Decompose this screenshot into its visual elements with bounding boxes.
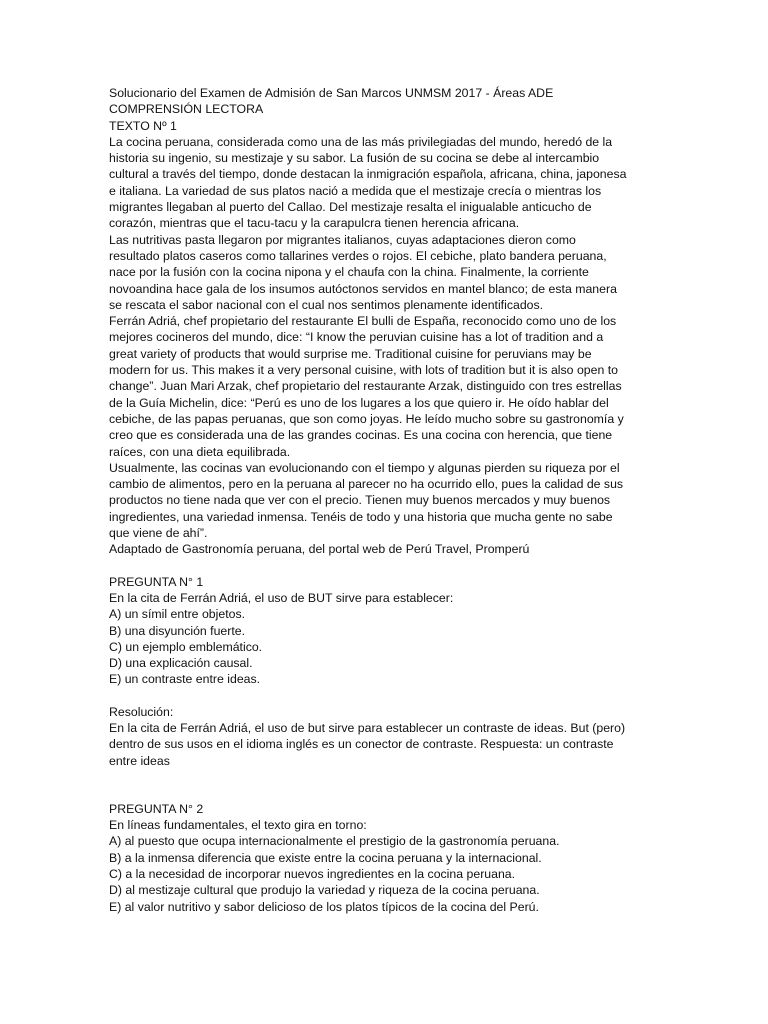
question-prompt: En líneas fundamentales, el texto gira en torno: (109, 818, 367, 833)
question-2 (109, 801, 669, 915)
text-line: que viene de ahí”. (109, 526, 208, 541)
question-title: PREGUNTA N° 2 (109, 801, 204, 816)
text-line: corazón, mientras que el tacu-tacu y la carapulcra tienen herencia africana. (109, 216, 520, 231)
question-1 (109, 574, 669, 688)
text-line: e italiana. La variedad de sus platos nació a medida que el mestizaje crecía o mientras los (109, 183, 602, 198)
text-line: de la Guía Michelin, dice: “Perú es uno de los lugares a los que quiero ir. He oído hablar del (109, 395, 609, 410)
spacer (109, 558, 669, 574)
text-line: change”. Juan Mari Arzak, chef propietario del restaurante Arzak, distinguido con tres estrellas (109, 379, 622, 394)
text-line: se rescata el sabor nacional con el cual nos sentimos plenamente identificados. (109, 297, 544, 312)
answer-option: D) al mestizaje cultural que produjo la variedad y riqueza de la cocina peruana. (109, 883, 540, 898)
spacer (109, 769, 669, 801)
document-content (109, 85, 669, 915)
reading-text (109, 134, 669, 558)
text-line: mejores cocineros del mundo, dice: “I know the peruvian cuisine has a lot of tradition and a (109, 330, 604, 345)
text-line: cebiche, de las papas peruanas, que son como joyas. He leído mucho sobre su gastronomía y (109, 411, 624, 426)
text-line: raíces, con una dieta equilibrada. (109, 444, 291, 459)
resolution-line: entre ideas (109, 753, 170, 768)
text-line: migrantes llegaban al puerto del Callao. Del mestizaje resalta el inigualable anticucho de (109, 200, 592, 215)
document-title: Solucionario del Examen de Admisión de San Marcos UNMSM 2017 - Áreas ADE (109, 86, 554, 100)
resolution-1 (109, 704, 669, 769)
answer-option: C) a la necesidad de incorporar nuevos ingredientes en la cocina peruana. (109, 867, 516, 882)
text-number: TEXTO Nº 1 (109, 118, 177, 133)
text-line: great variety of products that would surprise me. Traditional cuisine for peruvians may be (109, 346, 592, 361)
text-line: cultural a través del tiempo, donde destacan la inmigración española, africana, china, japonesa (109, 167, 627, 182)
text-line: historia su ingenio, su mestizaje y su sabor. La fusión de su cocina se debe al intercambio (109, 151, 600, 166)
answer-option: B) a la inmensa diferencia que existe entre la cocina peruana y la internacional. (109, 850, 542, 865)
text-line: La cocina peruana, considerada como una de las más privilegiadas del mundo, heredó de la (109, 134, 613, 149)
text-line: nace por la fusión con la cocina nipona y el chaufa con la china. Finalmente, la corriente (109, 265, 589, 280)
spacer (109, 688, 669, 704)
text-line: cambio de alimentos, pero en la peruana al parecer no ha ocurrido ello, pues la calidad de sus (109, 477, 624, 492)
question-title: PREGUNTA N° 1 (109, 574, 204, 589)
answer-option: D) una explicación causal. (109, 656, 253, 671)
question-prompt: En la cita de Ferrán Adriá, el uso de BUT sirve para establecer: (109, 590, 454, 605)
text-line: productos no tiene nada que ver con el precio. Tienen muy buenos mercados y muy buenos (109, 493, 611, 508)
text-line: ingredientes, una variedad inmensa. Tenéis de todo y una historia que mucha gente no sabe (109, 509, 613, 524)
answer-option: A) al puesto que ocupa internacionalmente el prestigio de la gastronomía peruana. (109, 834, 560, 849)
section-heading: COMPRENSIÓN LECTORA (109, 102, 264, 117)
text-line: Las nutritivas pasta llegaron por migrantes italianos, cuyas adaptaciones dieron como (109, 232, 576, 247)
text-line: Usualmente, las cocinas van evolucionando con el tiempo y algunas pierden su riqueza por el (109, 460, 620, 475)
text-line: resultado platos caseros como tallarines verdes o rojos. El cebiche, plato bandera peruana, (109, 248, 607, 263)
text-line: creo que es considerada una de las grandes cocinas. Es una cocina con herencia, que tiene (109, 428, 613, 443)
answer-option: E) al valor nutritivo y sabor delicioso de los platos típicos de la cocina del Perú. (109, 899, 539, 914)
text-line: modern for us. This makes it a very personal cuisine, with lots of tradition but it is also open to (109, 363, 618, 378)
resolution-line: En la cita de Ferrán Adriá, el uso de but sirve para establecer un contraste de ideas. But (pero) (109, 720, 626, 735)
answer-option: B) una disyunción fuerte. (109, 623, 246, 638)
text-line: Ferrán Adriá, chef propietario del restaurante El bulli de España, reconocido como uno de los (109, 314, 617, 329)
answer-option: E) un contraste entre ideas. (109, 672, 261, 687)
answer-option: A) un símil entre objetos. (109, 607, 246, 622)
resolution-line: dentro de sus usos en el idioma inglés es un conector de contraste. Respuesta: un contraste (109, 737, 614, 752)
source-citation: Adaptado de Gastronomía peruana, del portal web de Perú Travel, Promperú (109, 542, 530, 557)
text-line: novoandina hace gala de los insumos autóctonos servidos en mantel blanco; de esta manera (109, 281, 617, 296)
resolution-title: Resolución: (109, 704, 174, 719)
answer-option: C) un ejemplo emblemático. (109, 639, 263, 654)
